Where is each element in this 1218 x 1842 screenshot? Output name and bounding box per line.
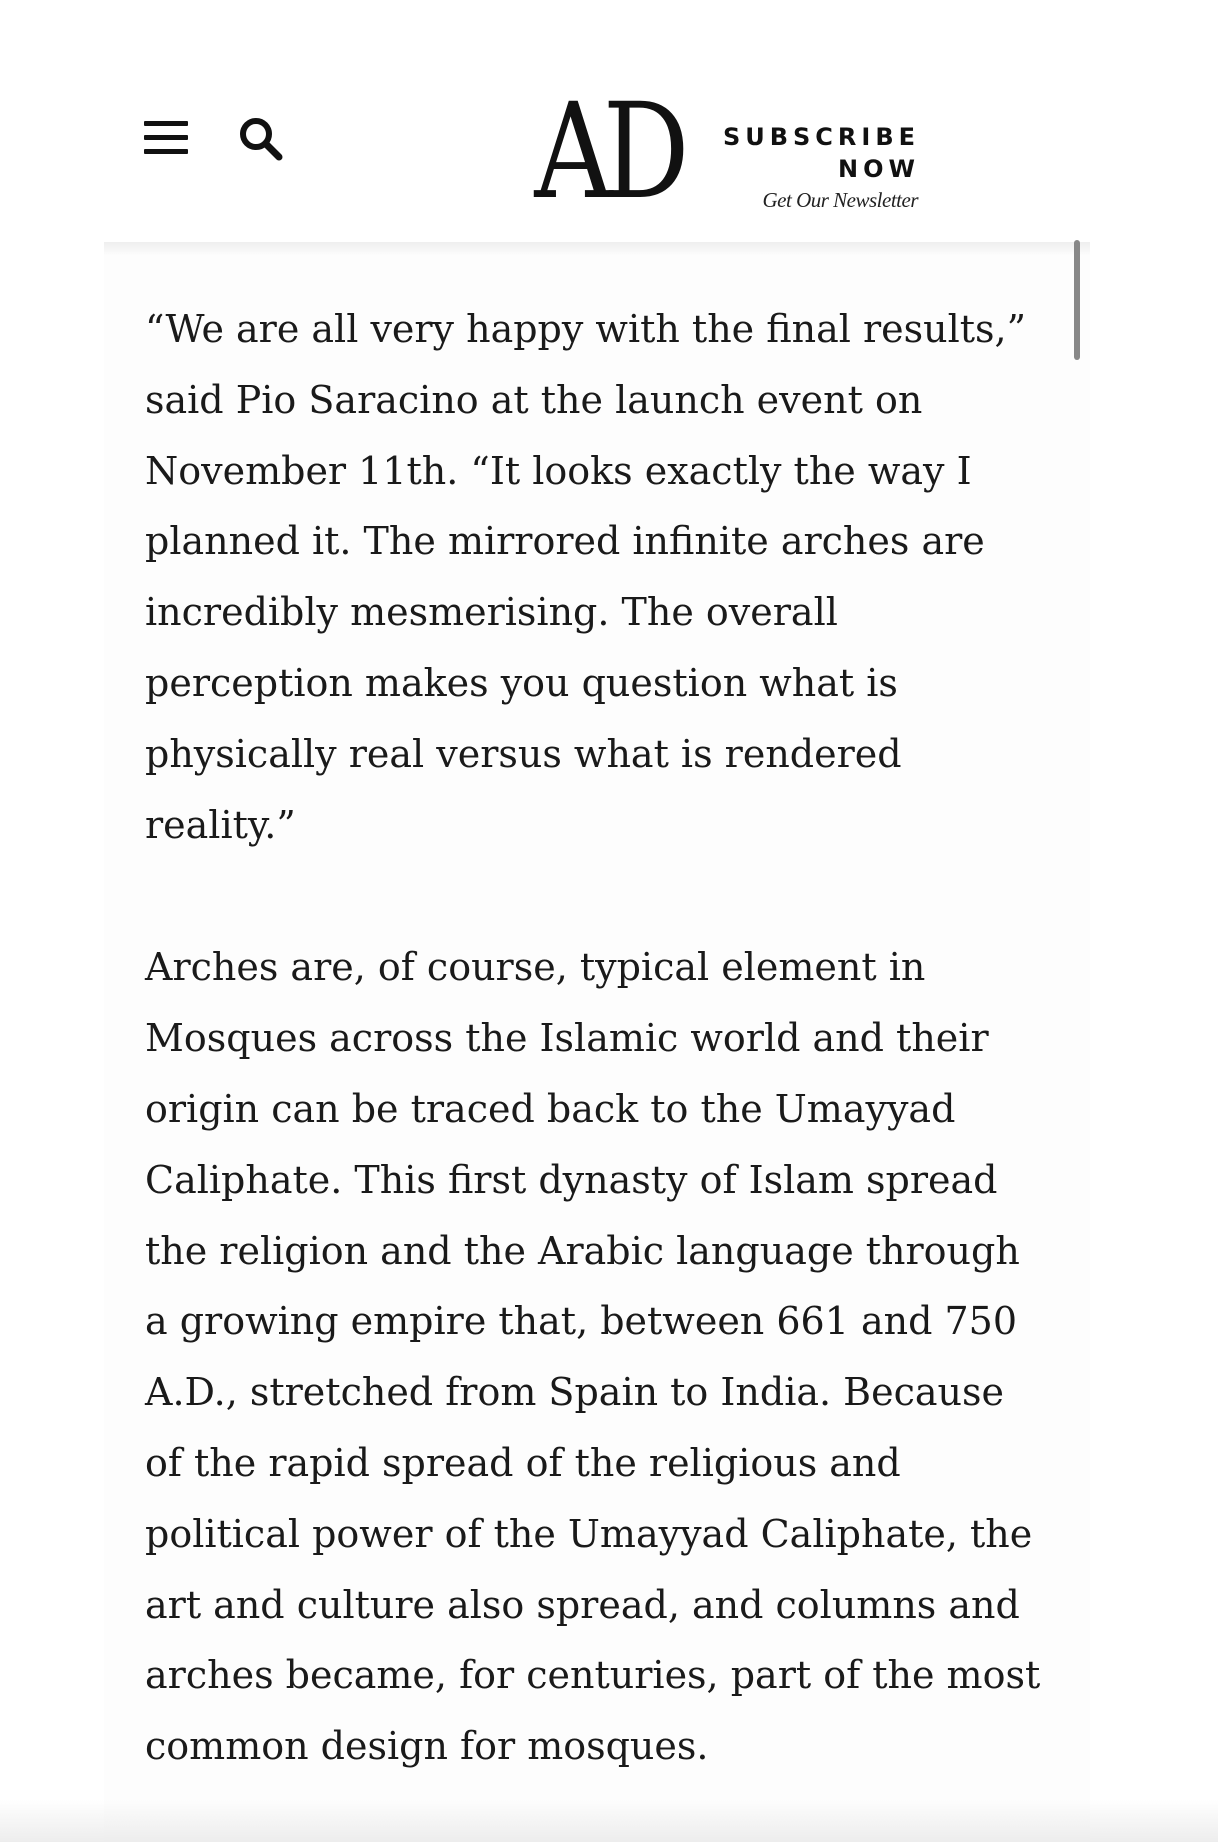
bottom-edge-fade [0, 1800, 1218, 1842]
text-line: arches became, for centuries, part of the most [145, 1653, 1041, 1698]
text-line: physically real versus what is rendered [145, 731, 902, 776]
text-line: “We are all very happy with the final results,” [145, 307, 1027, 351]
text-line: a growing empire that, between 661 and 750 [145, 1299, 1018, 1344]
ad-logo[interactable]: AD [534, 75, 680, 229]
text-line: art and culture also spread, and columns and [145, 1582, 1020, 1627]
article-paragraph-quote [145, 294, 1065, 860]
subscribe-label: SUBSCRIBE [722, 123, 920, 151]
text-line: the religion and the Arabic language through [145, 1228, 1020, 1273]
text-line: common design for mosques. [145, 1724, 709, 1769]
text-line: origin can be traced back to the Umayyad [145, 1086, 956, 1131]
text-line: Caliphate. This first dynasty of Islam spread [145, 1157, 998, 1202]
text-line: political power of the Umayyad Caliphate, the [145, 1511, 1033, 1556]
article-body [145, 294, 1065, 1842]
text-line: perception makes you question what is [145, 660, 898, 705]
header-shadow [104, 242, 1090, 256]
text-line: A.D., stretched from Spain to India. Because [145, 1370, 1004, 1415]
site-header [0, 0, 1090, 242]
search-icon[interactable] [236, 114, 286, 164]
text-line: reality.” [145, 802, 296, 847]
text-line: Arches are, of course, typical element in [145, 945, 926, 990]
scrollbar-thumb[interactable] [1074, 240, 1080, 360]
newsletter-link[interactable]: Get Our Newsletter [762, 188, 918, 212]
text-line: November 11th. “It looks exactly the way I [145, 448, 972, 493]
text-line: planned it. The mirrored infinite arches are [145, 519, 985, 564]
text-line: incredibly mesmerising. The overall [145, 590, 838, 635]
article-paragraph-arches [145, 932, 1065, 1782]
now-label: NOW [838, 155, 920, 183]
text-line: of the rapid spread of the religious and [145, 1440, 901, 1485]
subscribe-now-link[interactable] [723, 121, 920, 185]
hamburger-menu-icon[interactable] [144, 121, 188, 155]
text-line: Mosques across the Islamic world and their [145, 1016, 989, 1061]
text-line: said Pio Saracino at the launch event on [145, 377, 923, 422]
